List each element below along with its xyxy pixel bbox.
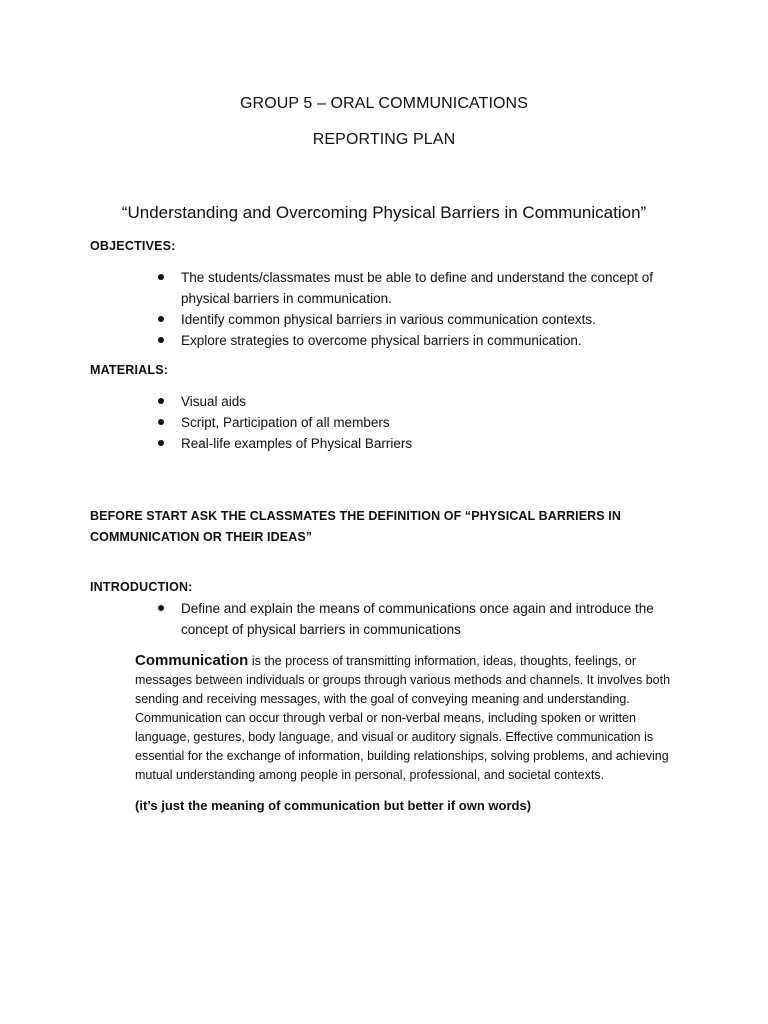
objective-text: The students/classmates must be able to define and understand the concept of physical barriers in communication. xyxy=(181,270,654,306)
materials-label: MATERIALS: xyxy=(90,363,169,377)
bullet-icon xyxy=(158,605,164,611)
introduction-list xyxy=(155,598,695,640)
instruction-text: BEFORE START ASK THE CLASSMATES THE DEFINITION OF “PHYSICAL BARRIERS IN COMMUNICATION OR THEIR IDEAS” xyxy=(90,509,621,544)
bullet-icon xyxy=(158,274,164,280)
objective-text: Explore strategies to overcome physical barriers in communication. xyxy=(181,333,582,348)
list-item xyxy=(155,330,695,351)
topic-title: “Understanding and Overcoming Physical Barriers in Communication” xyxy=(121,203,647,222)
definition-text: is the process of transmitting information, ideas, thoughts, feelings, or messages between individuals or groups through various methods and channels. It involves both sending and receiving messages, with the goal of conveying meaning and understanding. Communication can occur through verbal or non-verbal means, including spoken or written language, gestures, body language, and visual or auditory signals. Effective communication is essential for the exchange of information, building relationships, solving problems, and achieving mutual understanding among people in personal, professional, and societal contexts. xyxy=(135,654,671,782)
bullet-icon xyxy=(158,419,164,425)
bullet-icon xyxy=(158,440,164,446)
definition-paragraph xyxy=(135,651,685,785)
bullet-icon xyxy=(158,316,164,322)
material-text: Visual aids xyxy=(181,394,247,409)
material-text: Script, Participation of all members xyxy=(181,415,390,430)
plan-title: REPORTING PLAN xyxy=(312,131,456,148)
definition-note: (it’s just the meaning of communication but better if own words) xyxy=(135,798,532,813)
materials-list xyxy=(155,391,695,454)
list-item xyxy=(155,598,695,640)
introduction-label: INTRODUCTION: xyxy=(90,580,193,594)
definition-term: Communication xyxy=(135,652,249,669)
bullet-icon xyxy=(158,398,164,404)
group-title: GROUP 5 – ORAL COMMUNICATIONS xyxy=(240,95,528,112)
list-item xyxy=(155,309,695,330)
material-text: Real-life examples of Physical Barriers xyxy=(181,436,413,451)
list-item xyxy=(155,412,695,433)
list-item xyxy=(155,267,695,309)
bullet-icon xyxy=(158,337,164,343)
objectives-label: OBJECTIVES: xyxy=(90,239,176,253)
introduction-text: Define and explain the means of communications once again and introduce the concept of physical barriers in communications xyxy=(181,601,654,637)
objectives-list xyxy=(155,267,695,351)
list-item xyxy=(155,433,695,454)
list-item xyxy=(155,391,695,412)
objective-text: Identify common physical barriers in various communication contexts. xyxy=(181,312,596,327)
